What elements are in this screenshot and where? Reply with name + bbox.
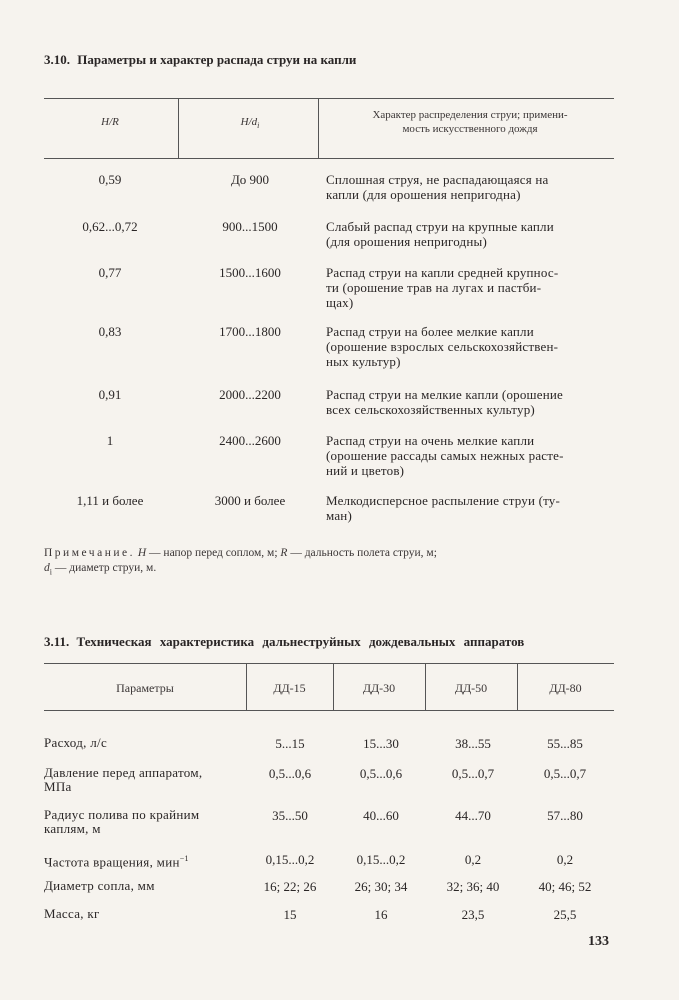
table-note: Примечание. H — напор перед соплом, м; R — дальность полета струи, м; $d_i$ — диаметр струи, м. bbox=[44, 547, 437, 577]
table-3-10-caption bbox=[44, 52, 356, 68]
table-title: Техническая характеристика дальнеструйных дождевальных аппаратов bbox=[76, 634, 525, 649]
header-character: Характер распределения струи; примени- мость искусственного дождя bbox=[372, 109, 568, 135]
table-header-rule bbox=[44, 158, 614, 159]
column-divider bbox=[178, 98, 179, 158]
header-h-r: H/R bbox=[101, 116, 119, 128]
table-header-rule bbox=[44, 710, 614, 711]
header-parameters: Параметры bbox=[116, 681, 174, 695]
table-3-11-caption bbox=[44, 634, 524, 650]
table-number: 3.11. bbox=[44, 634, 70, 649]
table-title: Параметры и характер распада струи на капли bbox=[77, 52, 357, 67]
table-top-rule bbox=[44, 663, 614, 664]
header-dd-50: ДД-50 bbox=[454, 681, 488, 695]
header-h-d: $H/d_i$ bbox=[240, 116, 260, 131]
table-number: 3.10. bbox=[44, 52, 70, 67]
header-dd-15: ДД-15 bbox=[273, 681, 306, 695]
table-top-rule bbox=[44, 98, 614, 99]
header-dd-80: ДД-80 bbox=[549, 681, 582, 695]
book-page: 3.10. Параметры и характер распада струи на капли H/R $H/d_i$ Характер распределения струи; примени- мость искусственного дождя 0,59 До 900 Сплошная струя, не распадающаяся на капли (для орошения непригодна) 0,62...0,72 900...1500 Слабый распад струи на крупные капли (для орошения непригодны) 0,77 1500...1600 Распад струи на капли средней крупнос- ти (орошение трав на лугах и пастби- щах) 0,83 1700...1800 Распад струи на более мелкие капли (орошение взрослых сельскохозяйствен- ных культур) 0,91 2000...2200 Распад струи на мелкие капли (орошение всех сельскохозяйственных культур) 1 2400...2600 Распад струи на очень мелкие капли (орошение рассады самых нежных расте- ний и цветов) 1,11 и более 3000 и более Мелкодисперсное распыление струи (ту- ман) Примечание. H — напор перед соплом, м; R — дальность полета струи, м; $d_i$ — диаметр струи, м. 3.11. Техническая характеристика дальнеструйных дождевальных аппаратов Параметры ДД-15 ДД-30 ДД-50 ДД-80 Расход, л/с 5...15 15...30 38...55 55...85 Давление перед аппаратом, МПа 0,5...0,6 0,5...0,6 0,5...0,7 0,5...0,7 Радиус полива по крайним каплям, м 35...50 40...60 44...70 57...80 Частота вращения, мин$^{-1}$ 0,15...0,2 0,15...0,2 0,2 0,2 Диаметр сопла, мм 16; 22; 26 26; 30; 34 32; 36; 40 40; 46; 52 Масса, кг 15 16 23,5 25,5 133 bbox=[0, 0, 679, 1000]
header-dd-30: ДД-30 bbox=[362, 681, 396, 695]
page-number: 133 bbox=[588, 934, 609, 949]
